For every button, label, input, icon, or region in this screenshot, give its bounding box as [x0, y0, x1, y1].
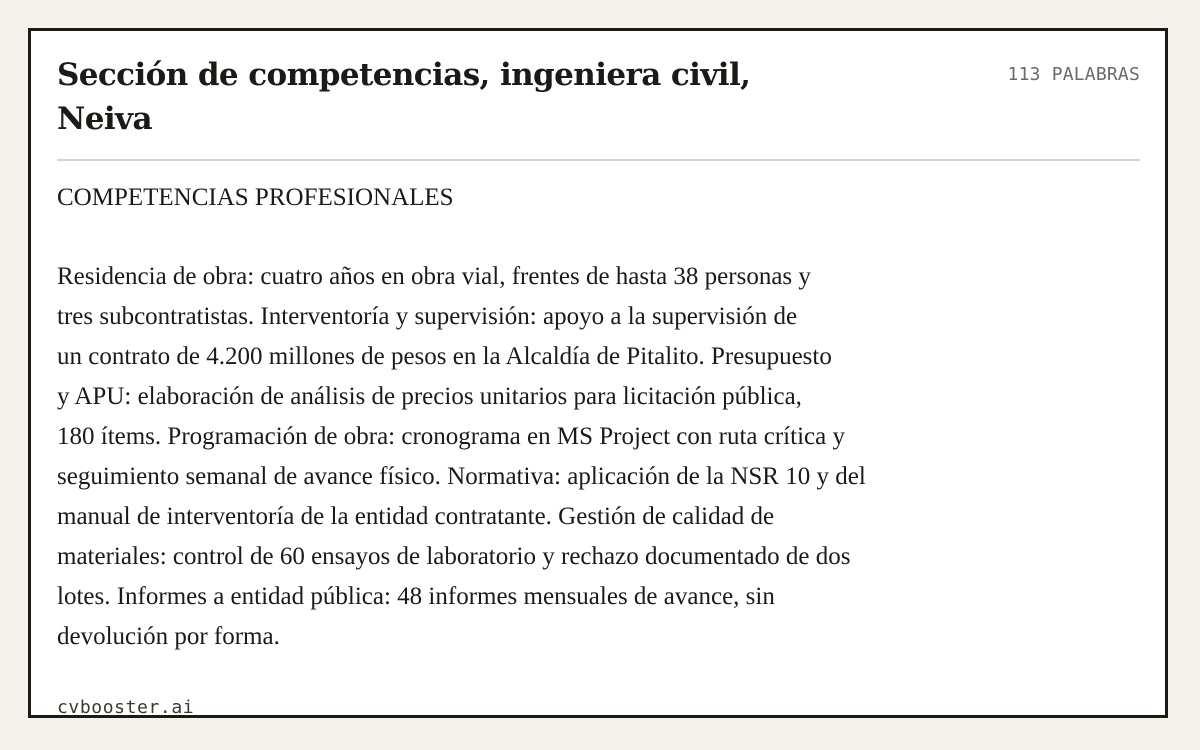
body-line: devolución por forma. — [57, 623, 280, 650]
body-line: tres subcontratistas. Interventoría y supervisión: apoyo a la supervisión de — [57, 303, 798, 330]
body-line: Residencia de obra: cuatro años en obra vial, frentes de hasta 38 personas y — [57, 263, 811, 290]
body-line: lotes. Informes a entidad pública: 48 informes mensuales de avance, sin — [57, 583, 775, 610]
word-count-badge: 113 PALABRAS — [1007, 64, 1140, 85]
competencies-body — [57, 257, 1017, 657]
section-heading: COMPETENCIAS PROFESIONALES — [57, 184, 454, 211]
body-line: 180 ítems. Programación de obra: cronograma en MS Project con ruta crítica y — [57, 423, 845, 450]
body-line: un contrato de 4.200 millones de pesos en la Alcaldía de Pitalito. Presupuesto — [57, 343, 832, 370]
document-title: Sección de competencias, ingeniera civil, Neiva — [57, 57, 751, 137]
title-divider — [57, 159, 1140, 161]
body-line: seguimiento semanal de avance físico. Normativa: aplicación de la NSR 10 y del — [57, 463, 866, 490]
competencies-card — [28, 28, 1168, 718]
body-line: materiales: control de 60 ensayos de laboratorio y rechazo documentado de dos — [57, 543, 851, 570]
body-line: y APU: elaboración de análisis de precios unitarios para licitación pública, — [57, 383, 802, 410]
body-line: manual de interventoría de la entidad contratante. Gestión de calidad de — [57, 503, 775, 530]
brand-footer: cvbooster.ai — [57, 697, 195, 718]
